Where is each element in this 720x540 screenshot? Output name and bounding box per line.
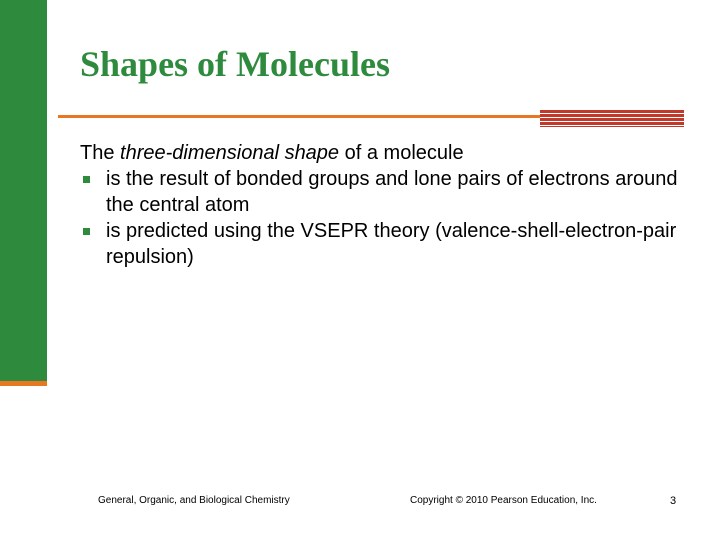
footer-copyright: Copyright © 2010 Pearson Education, Inc. [410,495,597,506]
bullet-item [80,218,680,270]
slide-body [80,140,680,270]
bullet-item [80,166,680,218]
slide-title: Shapes of Molecules [80,44,390,84]
page-number: 3 [670,495,677,507]
intro-suffix: of a molecule [339,142,464,164]
footer-course-title: General, Organic, and Biological Chemistry [98,495,290,506]
square-bullet-icon [83,176,90,183]
bullet-text: is predicted using the VSEPR theory (valence-shell-electron-pair repulsion) [106,220,677,268]
left-accent-bar [0,0,47,381]
left-accent-bar-tip [0,381,47,386]
square-bullet-icon [83,228,90,235]
bullet-text: is the result of bonded groups and lone pairs of electrons around the central atom [106,168,678,216]
intro-text [80,140,680,166]
bullet-list [80,166,680,270]
intro-emphasis: three-dimensional shape [120,142,340,164]
title-divider-accent [540,110,684,127]
intro-prefix: The [80,142,121,164]
